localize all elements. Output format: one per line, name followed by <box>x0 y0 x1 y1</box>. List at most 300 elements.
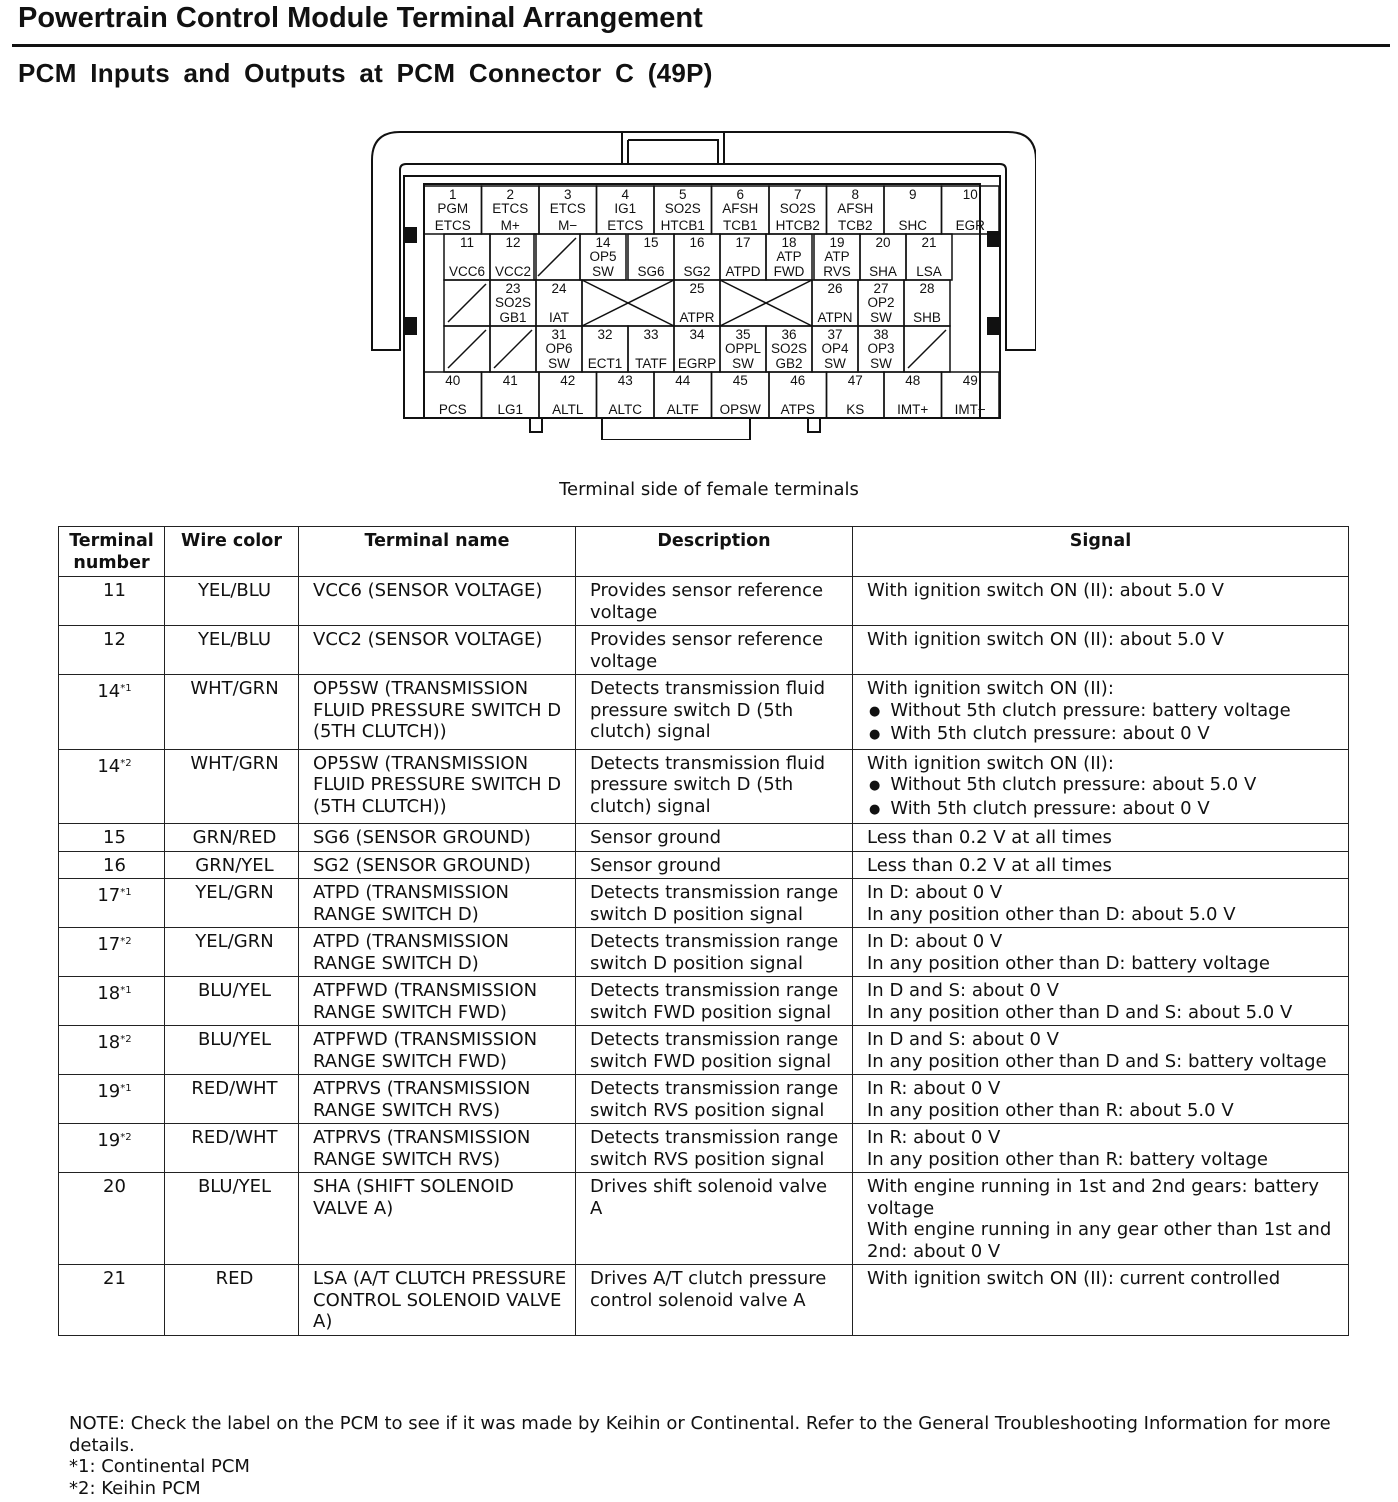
connector-pin-2 <box>482 186 540 234</box>
pin-label-top: SO2S <box>664 201 701 216</box>
cell-terminal-name: OP5SW (TRANSMISSION FLUID PRESSURE SWITCH D (5TH CLUTCH)) <box>299 675 576 750</box>
signal-line: With ignition switch ON (II): about 5.0 V <box>867 629 1224 650</box>
connector-pin-42 <box>539 372 597 418</box>
pin-label-top: ATP <box>824 249 850 264</box>
pin-label: EGRP <box>677 356 717 371</box>
pin-number: 48 <box>905 373 921 388</box>
pin-number: 7 <box>793 187 802 202</box>
pin-label: SW <box>548 356 570 371</box>
pin-label-top: OP4 <box>821 341 849 356</box>
pin-number: 11 <box>459 235 475 250</box>
cell-terminal-name: ATPRVS (TRANSMISSION RANGE SWITCH RVS) <box>299 1075 576 1124</box>
pin-label: SHA <box>869 264 897 279</box>
header-signal: Signal <box>853 527 1349 577</box>
pin-number: 2 <box>506 187 515 202</box>
pin-number: 4 <box>621 187 630 202</box>
pin-label: TCB2 <box>837 218 873 233</box>
table-row <box>59 879 1349 928</box>
pin-label: TATF <box>635 356 667 371</box>
bottom-notch-right <box>808 418 820 432</box>
pin-label: M+ <box>500 218 520 233</box>
connector-pin-31 <box>536 326 582 372</box>
connector-blank-cavity <box>490 326 536 372</box>
pin-label-top: PGM <box>437 201 469 216</box>
terminal-number: 19 <box>97 1081 121 1102</box>
cell-terminal-number <box>59 1265 165 1336</box>
pin-label-top: ETCS <box>549 201 586 216</box>
pin-number: 33 <box>643 327 659 342</box>
connector-pin-9 <box>884 186 942 234</box>
title-divider <box>12 44 1390 47</box>
page-subtitle: PCM Inputs and Outputs at PCM Connector C (49P) <box>18 58 713 88</box>
terminal-number: 16 <box>103 854 126 876</box>
connector-pin-32 <box>582 326 628 372</box>
cell-terminal-number <box>59 928 165 977</box>
cell-signal <box>853 675 1349 750</box>
footnote-marker: *1 <box>120 1083 132 1094</box>
cell-terminal-number <box>59 824 165 852</box>
connector-latch <box>622 132 724 164</box>
signal-line: ● Without 5th clutch pressure: about 5.0 V <box>867 774 1340 798</box>
pin-label-top: OP6 <box>545 341 573 356</box>
connector-pin-11 <box>444 234 490 280</box>
cell-terminal-name: SG6 (SENSOR GROUND) <box>299 824 576 852</box>
pin-label-top: OP5 <box>589 249 617 264</box>
cell-terminal-number <box>59 879 165 928</box>
side-key-right-bottom <box>988 318 1000 334</box>
pin-label: ETCS <box>607 218 644 233</box>
signal-line: ● With 5th clutch pressure: about 0 V <box>867 723 1340 747</box>
connector-pin-20 <box>860 234 906 280</box>
pin-number: 27 <box>873 281 889 296</box>
cell-terminal-name: VCC6 (SENSOR VOLTAGE) <box>299 577 576 626</box>
pin-number: 16 <box>689 235 705 250</box>
footnote-marker: *2 <box>120 1132 132 1143</box>
pin-number: 38 <box>873 327 889 342</box>
connector-pin-37 <box>812 326 858 372</box>
pin-number: 31 <box>551 327 567 342</box>
cell-terminal-number <box>59 1075 165 1124</box>
cell-wire-color: BLU/YEL <box>165 1026 299 1075</box>
bottom-key <box>602 418 750 440</box>
pin-number: 5 <box>678 187 687 202</box>
pin-number: 23 <box>505 281 521 296</box>
pin-number: 20 <box>875 235 891 250</box>
pin-number: 15 <box>643 235 659 250</box>
pin-label-top: IG1 <box>614 201 637 216</box>
connector-diagram <box>366 128 1036 440</box>
signal-line: With ignition switch ON (II): current controlled <box>867 1268 1281 1289</box>
pin-grid <box>424 186 999 418</box>
cell-description: Drives shift solenoid valve A <box>576 1173 853 1265</box>
pin-label: SG2 <box>683 264 711 279</box>
cell-terminal-number <box>59 675 165 750</box>
pin-label-top: OPPL <box>724 341 762 356</box>
terminal-number: 18 <box>97 1032 121 1053</box>
pin-number: 37 <box>827 327 843 342</box>
connector-pin-17 <box>720 234 766 280</box>
pin-label: LG1 <box>497 402 524 417</box>
signal-line: Less than 0.2 V at all times <box>867 854 1112 876</box>
cell-terminal-name: ATPD (TRANSMISSION RANGE SWITCH D) <box>299 879 576 928</box>
cell-description: Detects transmission range switch D position signal <box>576 879 853 928</box>
cell-terminal-number <box>59 1173 165 1265</box>
pin-label: ETCS <box>434 218 471 233</box>
connector-pin-18 <box>766 234 812 280</box>
connector-pin-1 <box>424 186 482 234</box>
connector-pin-38 <box>858 326 904 372</box>
cell-signal <box>853 824 1349 852</box>
pin-label: ALTC <box>608 402 643 417</box>
cell-terminal-number <box>59 1124 165 1173</box>
pin-number: 25 <box>689 281 705 296</box>
diagram-caption: Terminal side of female terminals <box>559 479 859 500</box>
cell-wire-color: WHT/GRN <box>165 749 299 824</box>
pin-number: 45 <box>732 373 748 388</box>
pin-number: 1 <box>448 187 457 202</box>
pin-number: 17 <box>735 235 751 250</box>
cell-wire-color: WHT/GRN <box>165 675 299 750</box>
cell-wire-color: RED <box>165 1265 299 1336</box>
footnote-marker: *1 <box>120 985 132 996</box>
note-text: NOTE: Check the label on the PCM to see if it was made by Keihin or Continental. Refer to the General Troubleshooting Information for more details. <box>69 1413 1331 1456</box>
footnote-keihin: *2: Keihin PCM <box>69 1477 201 1499</box>
pin-number: 34 <box>689 327 705 342</box>
pin-label: IMT− <box>954 402 986 417</box>
pin-number: 6 <box>736 187 745 202</box>
notes <box>69 1413 1369 1499</box>
cell-wire-color: YEL/GRN <box>165 879 299 928</box>
pin-number: 18 <box>781 235 797 250</box>
cell-description: Detects transmission range switch FWD position signal <box>576 1026 853 1075</box>
pin-label: HTCB1 <box>660 218 705 233</box>
cell-description: Sensor ground <box>576 824 853 852</box>
pin-label: SW <box>732 356 754 371</box>
cell-signal <box>853 1075 1349 1124</box>
pin-label-top: SO2S <box>494 295 532 310</box>
pin-number: 14 <box>595 235 611 250</box>
pin-number: 10 <box>962 187 978 202</box>
cell-description: Drives A/T clutch pressure control solenoid valve A <box>576 1265 853 1336</box>
connector-pin-41 <box>482 372 540 418</box>
cell-terminal-name: ATPRVS (TRANSMISSION RANGE SWITCH RVS) <box>299 1124 576 1173</box>
connector-pin-48 <box>884 372 942 418</box>
pin-label-top: OP2 <box>867 295 895 310</box>
connector-pin-15 <box>628 234 674 280</box>
cell-terminal-name: VCC2 (SENSOR VOLTAGE) <box>299 626 576 675</box>
pin-label: IMT+ <box>897 402 929 417</box>
cell-terminal-name: OP5SW (TRANSMISSION FLUID PRESSURE SWITCH D (5TH CLUTCH)) <box>299 749 576 824</box>
cell-terminal-name: ATPFWD (TRANSMISSION RANGE SWITCH FWD) <box>299 1026 576 1075</box>
cell-description: Detects transmission range switch FWD position signal <box>576 977 853 1026</box>
cell-terminal-name: SG2 (SENSOR GROUND) <box>299 851 576 879</box>
signal-line: In R: about 0 V <box>867 1127 1001 1148</box>
pin-number: 32 <box>597 327 613 342</box>
cell-wire-color: YEL/GRN <box>165 928 299 977</box>
cell-terminal-number <box>59 749 165 824</box>
pin-label: SW <box>870 310 892 325</box>
terminal-number: 11 <box>103 580 126 601</box>
pin-number: 26 <box>827 281 843 296</box>
cell-terminal-number <box>59 977 165 1026</box>
connector-pin-33 <box>628 326 674 372</box>
pin-number: 24 <box>551 281 567 296</box>
table-row <box>59 1124 1349 1173</box>
table-header-row <box>59 527 1349 577</box>
table-row <box>59 675 1349 750</box>
connector-pin-40 <box>424 372 482 418</box>
cell-description: Detects transmission range switch RVS position signal <box>576 1075 853 1124</box>
signal-line: In D and S: about 0 V <box>867 980 1059 1001</box>
connector-pin-47 <box>827 372 885 418</box>
cell-description: Detects transmission fluid pressure switch D (5th clutch) signal <box>576 675 853 750</box>
table-row <box>59 1173 1349 1265</box>
pin-number: 43 <box>617 373 633 388</box>
pin-label: ALTF <box>666 402 699 417</box>
pin-label-top: OP3 <box>867 341 895 356</box>
cell-terminal-number <box>59 626 165 675</box>
signal-line: In any position other than D: about 5.0 V <box>867 903 1236 925</box>
table-row <box>59 824 1349 852</box>
table-row <box>59 749 1349 824</box>
pin-number: 46 <box>790 373 806 388</box>
pin-label-top: ETCS <box>492 201 529 216</box>
cell-terminal-name: ATPD (TRANSMISSION RANGE SWITCH D) <box>299 928 576 977</box>
cell-description: Provides sensor reference voltage <box>576 577 853 626</box>
pin-number: 8 <box>851 187 860 202</box>
table-row <box>59 928 1349 977</box>
pin-label: GB1 <box>499 310 527 325</box>
pin-label: SHC <box>898 218 928 233</box>
connector-pin-7 <box>769 186 827 234</box>
cell-wire-color: YEL/BLU <box>165 626 299 675</box>
terminal-number: 18 <box>97 983 121 1004</box>
connector-pin-12 <box>490 234 536 280</box>
pin-label: M− <box>558 218 578 233</box>
signal-line: In any position other than D and S: battery voltage <box>867 1050 1327 1072</box>
footnote-marker: *2 <box>120 757 132 769</box>
cell-description: Sensor ground <box>576 851 853 879</box>
connector-blank-cavity <box>534 234 580 280</box>
bottom-notch-left <box>530 418 542 432</box>
table-row <box>59 577 1349 626</box>
pin-label-top: SO2S <box>770 341 808 356</box>
terminal-number: 21 <box>103 1268 126 1289</box>
cell-signal <box>853 749 1349 824</box>
connector-pin-43 <box>597 372 655 418</box>
connector-pin-3 <box>539 186 597 234</box>
connector-pin-46 <box>769 372 827 418</box>
signal-line: ● With 5th clutch pressure: about 0 V <box>867 798 1340 822</box>
pin-number: 42 <box>560 373 576 388</box>
pin-label-top: AFSH <box>722 201 759 216</box>
cell-wire-color: GRN/YEL <box>165 851 299 879</box>
pin-number: 49 <box>962 373 978 388</box>
cell-description: Detects transmission range switch D position signal <box>576 928 853 977</box>
connector-pin-23 <box>490 280 536 326</box>
header-terminal-number: Terminal number <box>59 527 165 577</box>
header-description: Description <box>576 527 853 577</box>
connector-pin-45 <box>712 372 770 418</box>
signal-line: In D: about 0 V <box>867 882 1003 903</box>
connector-blank-cavity <box>904 326 950 372</box>
pin-label: OPSW <box>719 402 761 417</box>
signal-line: With ignition switch ON (II): <box>867 752 1114 774</box>
header-terminal-name: Terminal name <box>299 527 576 577</box>
connector-pin-14 <box>580 234 626 280</box>
side-key-left-bottom <box>406 318 416 334</box>
cell-signal <box>853 577 1349 626</box>
connector-blank-cavity <box>444 280 490 326</box>
connector-pin-27 <box>858 280 904 326</box>
connector-pin-10 <box>942 186 1000 234</box>
terminal-table <box>58 526 1349 1336</box>
terminal-number: 14 <box>97 681 121 702</box>
pin-label: RVS <box>823 264 851 279</box>
cell-signal <box>853 1173 1349 1265</box>
pin-label-top: SO2S <box>779 201 816 216</box>
cell-terminal-number <box>59 1026 165 1075</box>
cell-signal <box>853 879 1349 928</box>
signal-line: In R: about 0 V <box>867 1078 1001 1099</box>
table-row <box>59 1265 1349 1336</box>
pin-number: 41 <box>502 373 518 388</box>
footnote-continental: *1: Continental PCM <box>69 1456 250 1477</box>
connector-pin-28 <box>904 280 950 326</box>
connector-blocked-cavity <box>582 280 674 326</box>
pin-label: VCC2 <box>494 264 532 279</box>
signal-line: With engine running in 1st and 2nd gears: battery voltage <box>867 1176 1320 1219</box>
pin-label: GB2 <box>775 356 803 371</box>
pin-number: 44 <box>675 373 691 388</box>
footnote-marker: *1 <box>120 683 132 694</box>
connector-pin-19 <box>814 234 860 280</box>
pin-label: ALTL <box>552 402 584 417</box>
connector-pin-6 <box>712 186 770 234</box>
cell-signal <box>853 1124 1349 1173</box>
pin-label: SG6 <box>637 264 665 279</box>
signal-line: ● Without 5th clutch pressure: battery voltage <box>867 700 1340 724</box>
pin-label: SW <box>824 356 846 371</box>
pin-label: EGR <box>955 218 985 233</box>
footnote-marker: *2 <box>120 936 132 947</box>
cell-terminal-name: ATPFWD (TRANSMISSION RANGE SWITCH FWD) <box>299 977 576 1026</box>
terminal-number: 17 <box>97 934 121 955</box>
pin-number: 12 <box>505 235 521 250</box>
pin-label: FWD <box>773 264 805 279</box>
cell-wire-color: RED/WHT <box>165 1075 299 1124</box>
connector-pin-25 <box>674 280 720 326</box>
connector-pin-49 <box>942 372 1000 418</box>
terminal-number: 20 <box>103 1176 126 1197</box>
cell-wire-color: YEL/BLU <box>165 577 299 626</box>
terminal-number: 14 <box>97 755 121 777</box>
table-row <box>59 851 1349 879</box>
cell-terminal-name: LSA (A/T CLUTCH PRESSURE CONTROL SOLENOID VALVE A) <box>299 1265 576 1336</box>
signal-line: In any position other than R: about 5.0 V <box>867 1099 1234 1121</box>
pin-number: 19 <box>829 235 845 250</box>
pin-label: LSA <box>916 264 942 279</box>
table-row <box>59 626 1349 675</box>
table-row <box>59 1026 1349 1075</box>
pin-label: TCB1 <box>722 218 758 233</box>
signal-line: In any position other than D: battery voltage <box>867 952 1270 974</box>
connector-pin-44 <box>654 372 712 418</box>
pin-number: 21 <box>921 235 937 250</box>
footnote-marker: *1 <box>120 887 132 898</box>
cell-description: Detects transmission fluid pressure switch D (5th clutch) signal <box>576 749 853 824</box>
pin-label-top: ATP <box>776 249 802 264</box>
pin-number: 35 <box>735 327 751 342</box>
connector-pin-16 <box>674 234 720 280</box>
signal-line: With ignition switch ON (II): <box>867 678 1114 699</box>
connector-pin-21 <box>906 234 952 280</box>
connector-pin-5 <box>654 186 712 234</box>
side-key-left-top <box>406 228 416 242</box>
cell-wire-color: BLU/YEL <box>165 977 299 1026</box>
connector-blocked-cavity <box>720 280 812 326</box>
pin-label: ATPN <box>817 310 853 325</box>
page-title: Powertrain Control Module Terminal Arrangement <box>18 2 703 34</box>
pin-label: KS <box>846 402 865 417</box>
connector-pin-24 <box>536 280 582 326</box>
pin-label-top: AFSH <box>837 201 874 216</box>
signal-line: In D and S: about 0 V <box>867 1029 1059 1050</box>
cell-wire-color: GRN/RED <box>165 824 299 852</box>
pin-number: 40 <box>445 373 461 388</box>
pin-number: 9 <box>908 187 917 202</box>
signal-line: In any position other than R: battery voltage <box>867 1148 1268 1170</box>
connector-pin-34 <box>674 326 720 372</box>
pin-number: 28 <box>919 281 935 296</box>
cell-wire-color: RED/WHT <box>165 1124 299 1173</box>
connector-pin-8 <box>827 186 885 234</box>
cell-description: Provides sensor reference voltage <box>576 626 853 675</box>
pin-label: SW <box>592 264 614 279</box>
header-wire-color: Wire color <box>165 527 299 577</box>
pin-label: IAT <box>549 310 569 325</box>
signal-line: With engine running in any gear other than 1st and 2nd: about 0 V <box>867 1219 1332 1262</box>
pin-label: PCS <box>438 402 467 417</box>
cell-signal <box>853 928 1349 977</box>
cell-signal <box>853 1265 1349 1336</box>
signal-line: In any position other than D and S: about 5.0 V <box>867 1001 1293 1023</box>
connector-pin-4 <box>597 186 655 234</box>
cell-terminal-name: SHA (SHIFT SOLENOID VALVE A) <box>299 1173 576 1265</box>
signal-line: In D: about 0 V <box>867 931 1003 952</box>
pin-label: ATPS <box>780 402 815 417</box>
terminal-number: 19 <box>97 1130 121 1151</box>
terminal-number: 12 <box>103 629 126 650</box>
cell-signal <box>853 626 1349 675</box>
pin-label: SW <box>870 356 892 371</box>
pin-label: VCC6 <box>448 264 486 279</box>
pin-label: ECT1 <box>587 356 623 371</box>
pin-number: 47 <box>847 373 863 388</box>
table-row <box>59 1075 1349 1124</box>
cell-terminal-number <box>59 577 165 626</box>
signal-line: Less than 0.2 V at all times <box>867 827 1112 848</box>
connector-pin-36 <box>766 326 812 372</box>
cell-wire-color: BLU/YEL <box>165 1173 299 1265</box>
pin-label: HTCB2 <box>775 218 820 233</box>
connector-pin-26 <box>812 280 858 326</box>
cell-signal <box>853 977 1349 1026</box>
pin-label: ATPR <box>679 310 715 325</box>
cell-description: Detects transmission range switch RVS position signal <box>576 1124 853 1173</box>
terminal-number: 17 <box>97 885 121 906</box>
cell-terminal-number <box>59 851 165 879</box>
